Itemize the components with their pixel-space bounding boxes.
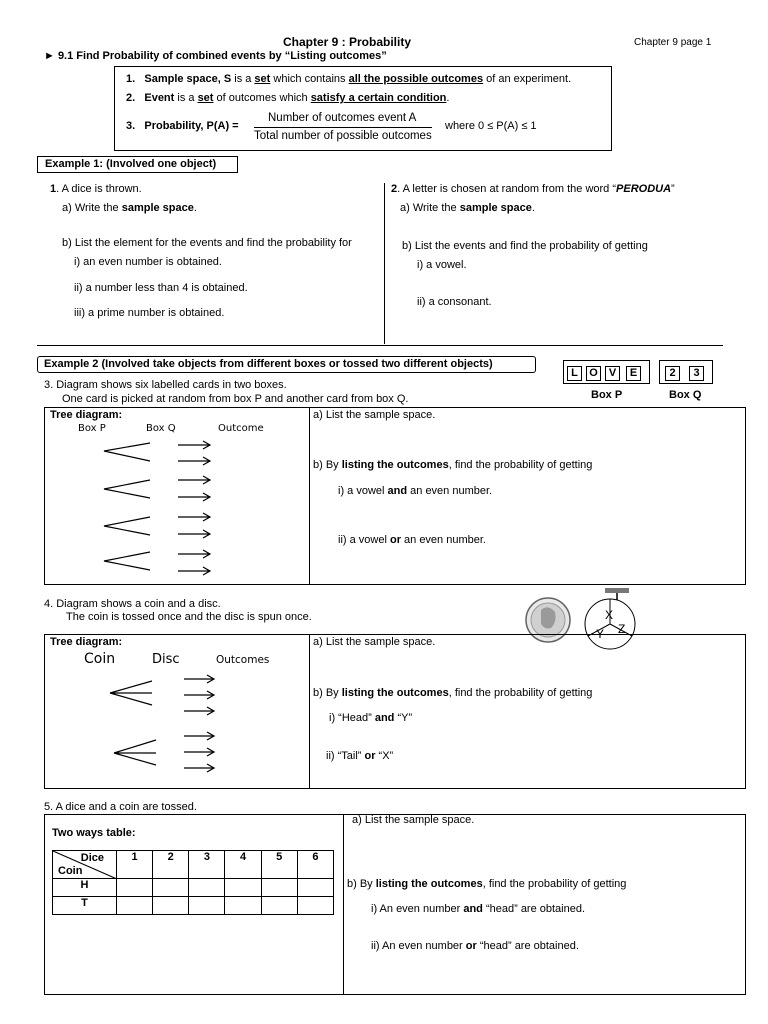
question4-tree-label: Tree diagram: [50, 636, 123, 648]
disc-label-z: Z [618, 622, 626, 636]
question4-a: a) List the sample space. [313, 636, 436, 648]
example2-heading: Example 2 (Involved take objects from different boxes or tossed two different objects) [44, 358, 493, 370]
corner-dice-label: Dice [80, 852, 104, 864]
table-cell[interactable] [117, 879, 153, 897]
question3-line2: One card is picked at random from box P and another card from box Q. [62, 393, 409, 405]
question2-a: a) Write the sample space. [400, 202, 535, 214]
card-l: L [567, 366, 582, 381]
question5-line: 5. A dice and a coin are tossed. [44, 801, 197, 813]
question1-b-iii: iii) a prime number is obtained. [74, 307, 225, 319]
page-title: Chapter 9 : Probability [283, 35, 412, 49]
question3-b: b) By listing the outcomes, find the probability of getting [313, 459, 593, 471]
probability-range: where 0 ≤ P(A) ≤ 1 [445, 120, 537, 132]
question3-b-ii: ii) a vowel or an even number. [338, 534, 486, 546]
question4-b-i: i) “Head” and “Y” [329, 712, 413, 724]
table-cell[interactable] [153, 897, 189, 915]
question2-b-i: i) a vowel. [417, 259, 467, 271]
question2-b: b) List the events and find the probability of getting [402, 240, 648, 252]
table-col-header: 1 [117, 851, 153, 879]
table-cell[interactable] [117, 897, 153, 915]
question1-b: b) List the element for the events and find the probability for [62, 237, 352, 249]
card-o: O [586, 366, 601, 381]
tree-col-disc: Disc [152, 652, 180, 667]
question5-b-i: i) An even number and “head” are obtained. [371, 903, 586, 915]
question1-b-ii: ii) a number less than 4 is obtained. [74, 282, 248, 294]
page-number: Chapter 9 page 1 [634, 37, 712, 48]
question5-divider [343, 814, 344, 995]
question3-tree-label: Tree diagram: [50, 409, 123, 421]
example1-heading: Example 1: (Involved one object) [45, 158, 217, 170]
table-corner-cell [53, 851, 117, 879]
question2-b-ii: ii) a consonant. [417, 296, 492, 308]
table-col-header: 3 [189, 851, 225, 879]
card-2: 2 [665, 366, 680, 381]
table-cell[interactable] [225, 879, 261, 897]
table-row [53, 879, 334, 897]
definition-sample-space: 1. Sample space, S is a set which contains all the possible outcomes of an experiment. [126, 73, 572, 85]
table-cell[interactable] [297, 879, 333, 897]
question4-b-ii: ii) “Tail” or “X” [326, 750, 394, 762]
card-3: 3 [689, 366, 704, 381]
question4-line2: The coin is tossed once and the disc is spun once. [66, 611, 312, 623]
disc-label-y: Y [596, 627, 605, 641]
tree-col-outcomes: Outcomes [216, 654, 270, 666]
box-q-label: Box Q [669, 389, 702, 401]
section-heading: ► 9.1 Find Probability of combined events by “Listing outcomes” [44, 50, 387, 62]
question3-a: a) List the sample space. [313, 409, 436, 421]
tree-col-box-p: Box P [78, 423, 106, 434]
question3-b-i: i) a vowel and an even number. [338, 485, 493, 497]
table-cell[interactable] [261, 897, 297, 915]
question3-line1: 3. Diagram shows six labelled cards in two boxes. [44, 379, 287, 391]
tree-col-box-q: Box Q [146, 423, 176, 434]
question4-b: b) By listing the outcomes, find the probability of getting [313, 687, 593, 699]
question5-b-ii: ii) An even number or “head” are obtained. [371, 940, 579, 952]
table-cell[interactable] [297, 897, 333, 915]
question1: 1. A dice is thrown. [50, 183, 142, 195]
table-col-header: 5 [261, 851, 297, 879]
box-p-label: Box P [591, 389, 623, 401]
table-cell[interactable] [225, 897, 261, 915]
tree-col-outcome: Outcome [218, 423, 264, 434]
question1-b-i: i) an even number is obtained. [74, 256, 222, 268]
table-col-header: 2 [153, 851, 189, 879]
definition-event: 2. Event is a set of outcomes which satisfy a certain condition. [126, 92, 450, 104]
table-col-header: 6 [297, 851, 333, 879]
table-row-header: T [53, 897, 117, 915]
table-cell[interactable] [261, 879, 297, 897]
disc-label-x: X [605, 608, 614, 622]
definition-probability: 3. Probability, P(A) = [126, 120, 239, 132]
corner-coin-label: Coin [58, 865, 83, 877]
question5-a: a) List the sample space. [352, 814, 475, 826]
table-cell[interactable] [153, 879, 189, 897]
table-row [53, 897, 334, 915]
table-cell[interactable] [189, 897, 225, 915]
question2: 2. A letter is chosen at random from the word “PERODUA” [391, 183, 675, 195]
question5-b: b) By listing the outcomes, find the probability of getting [347, 878, 627, 890]
card-v: V [605, 366, 620, 381]
table-cell[interactable] [189, 879, 225, 897]
question4-line1: 4. Diagram shows a coin and a disc. [44, 598, 221, 610]
question5-table-label: Two ways table: [52, 827, 136, 839]
tree-col-coin: Coin [84, 651, 116, 667]
two-ways-table [52, 850, 334, 915]
probability-denominator: Total number of possible outcomes [254, 130, 432, 142]
question1-a: a) Write the sample space. [62, 202, 197, 214]
table-row-header: H [53, 879, 117, 897]
table-header-row [53, 851, 334, 879]
probability-numerator: Number of outcomes event A [268, 112, 417, 124]
card-e: E [626, 366, 641, 381]
table-col-header: 4 [225, 851, 261, 879]
